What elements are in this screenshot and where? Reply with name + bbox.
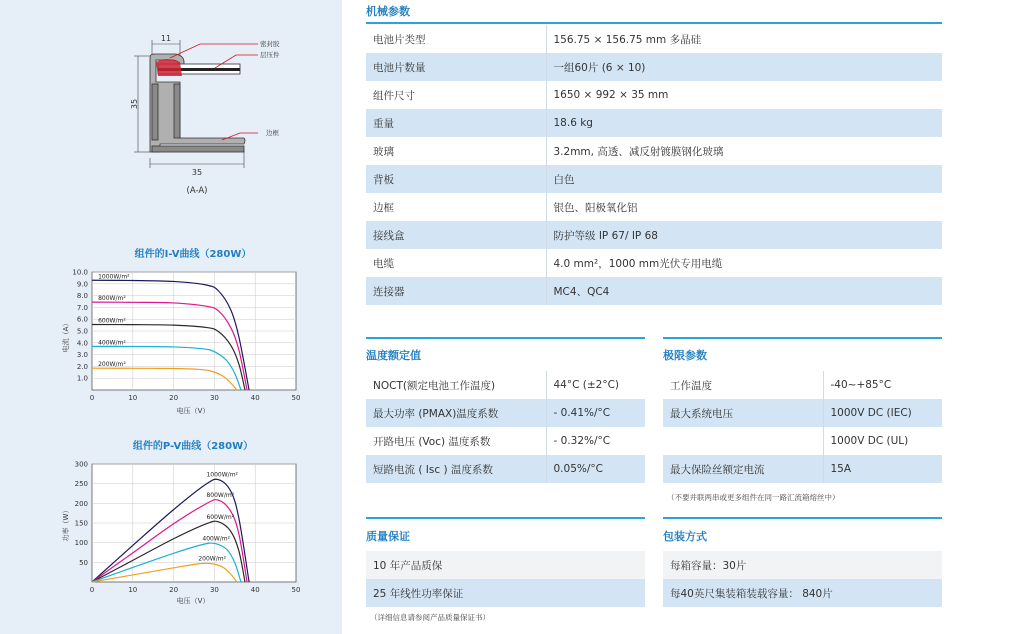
quality-table bbox=[366, 551, 645, 607]
table-row bbox=[366, 249, 942, 277]
iv-curve-label: 600W/m² bbox=[98, 317, 126, 325]
row-label: 重量 bbox=[366, 109, 546, 137]
row-value: 15A bbox=[823, 455, 942, 483]
pv-curve-chart bbox=[0, 436, 342, 612]
dim-top-label: 11 bbox=[160, 34, 172, 43]
pv-curve-label: 1000W/m² bbox=[206, 471, 238, 479]
iv-x-tick-label: 10 bbox=[128, 394, 138, 402]
pv-curve-label: 400W/m² bbox=[202, 535, 231, 543]
row-label: 边框 bbox=[366, 193, 546, 221]
iv-y-tick-label: 7.0 bbox=[76, 303, 88, 312]
limits-rule bbox=[663, 337, 942, 339]
table-row bbox=[366, 25, 942, 53]
row-value: 防护等级 IP 67/ IP 68 bbox=[546, 221, 942, 249]
pv-x-tick-label: 50 bbox=[291, 586, 301, 594]
iv-x-tick-label: 20 bbox=[169, 394, 179, 402]
row-value: 18.6 kg bbox=[546, 109, 942, 137]
row-value: -40~+85°C bbox=[823, 371, 942, 399]
limits-table bbox=[663, 371, 942, 483]
pv-chart-title: 组件的P-V曲线（280W） bbox=[132, 441, 254, 452]
iv-curve-chart bbox=[0, 244, 342, 420]
row-label: 工作温度 bbox=[663, 371, 823, 399]
table-row bbox=[366, 371, 645, 399]
row-value: 每箱容量：30片 bbox=[663, 551, 942, 579]
packing-table bbox=[663, 551, 942, 607]
row-label: 短路电流 ( Isc ) 温度系数 bbox=[366, 455, 546, 483]
table-row bbox=[663, 455, 942, 483]
callout-frame: 边框 bbox=[266, 129, 279, 137]
row-value: 1000V DC (UL) bbox=[823, 427, 942, 455]
pv-curve-label: 600W/m² bbox=[206, 513, 235, 521]
iv-x-tick-label: 0 bbox=[89, 394, 95, 402]
row-value: 25 年线性功率保证 bbox=[366, 579, 645, 607]
mechanical-title: 机械参数 bbox=[366, 5, 410, 18]
row-value: 44°C (±2°C) bbox=[546, 371, 645, 399]
pv-y-tick-label: 200 bbox=[74, 499, 88, 508]
pv-x-tick-label: 10 bbox=[128, 586, 138, 594]
iv-y-tick-label: 6.0 bbox=[76, 315, 88, 324]
row-label: 电缆 bbox=[366, 249, 546, 277]
iv-curve-label: 800W/m² bbox=[98, 295, 126, 303]
row-label: 玻璃 bbox=[366, 137, 546, 165]
iv-y-tick-label: 4.0 bbox=[76, 339, 88, 348]
pv-y-tick-label: 150 bbox=[74, 519, 88, 528]
row-value: 3.2mm, 高透、减反射镀膜钢化玻璃 bbox=[546, 137, 942, 165]
sealant bbox=[156, 59, 182, 76]
quality-title: 质量保证 bbox=[366, 530, 410, 543]
table-row bbox=[366, 165, 942, 193]
iv-curve-label: 1000W/m² bbox=[98, 273, 130, 281]
temperature-table bbox=[366, 371, 645, 483]
pv-y-tick-label: 250 bbox=[74, 480, 88, 489]
table-row bbox=[366, 579, 645, 607]
table-row bbox=[366, 427, 645, 455]
iv-y-tick-label: 3.0 bbox=[76, 351, 88, 360]
row-value: 10 年产品质保 bbox=[366, 551, 645, 579]
iv-chart-ylabel: 电流（A） bbox=[62, 319, 70, 353]
mechanical-table bbox=[366, 25, 942, 305]
dim-bottom-label: 35 bbox=[191, 168, 203, 177]
iv-y-tick-label: 10.0 bbox=[72, 268, 88, 277]
row-value: 一组60片 (6 × 10) bbox=[546, 53, 942, 81]
frame-cross-section-drawing bbox=[0, 0, 342, 210]
table-row bbox=[366, 455, 645, 483]
iv-x-tick-label: 40 bbox=[250, 394, 260, 402]
table-row bbox=[663, 551, 942, 579]
row-value: 白色 bbox=[546, 165, 942, 193]
row-value: 0.05%/°C bbox=[546, 455, 645, 483]
iv-curve-label: 200W/m² bbox=[98, 361, 126, 369]
table-row bbox=[366, 109, 942, 137]
temperature-rule bbox=[366, 337, 645, 339]
table-row bbox=[366, 53, 942, 81]
iv-chart-title: 组件的I-V曲线（280W） bbox=[134, 249, 252, 260]
temperature-title: 温度额定值 bbox=[366, 349, 421, 362]
table-row bbox=[366, 193, 942, 221]
limits-title: 极限参数 bbox=[663, 349, 707, 362]
pv-x-tick-label: 0 bbox=[89, 586, 95, 594]
callout-laminate: 层压件 bbox=[260, 51, 280, 59]
iv-y-tick-label: 2.0 bbox=[76, 362, 88, 371]
row-value: 156.75 × 156.75 mm 多晶硅 bbox=[546, 25, 942, 53]
row-label: 最大功率 (PMAX)温度系数 bbox=[366, 399, 546, 427]
iv-y-tick-label: 1.0 bbox=[76, 374, 88, 383]
table-row bbox=[366, 399, 645, 427]
row-label: 开路电压 (Voc) 温度系数 bbox=[366, 427, 546, 455]
row-label: 电池片类型 bbox=[366, 25, 546, 53]
packing-rule bbox=[663, 517, 942, 519]
row-value: MC4、QC4 bbox=[546, 277, 942, 305]
table-row bbox=[366, 551, 645, 579]
pv-y-tick-label: 100 bbox=[74, 539, 88, 548]
iv-y-tick-label: 9.0 bbox=[76, 280, 88, 289]
table-row bbox=[366, 81, 942, 109]
callout-sealant: 密封胶 bbox=[260, 40, 280, 48]
row-value: 每40英尺集装箱装载容量： 840片 bbox=[663, 579, 942, 607]
row-label: 电池片数量 bbox=[366, 53, 546, 81]
row-value: 1650 × 992 × 35 mm bbox=[546, 81, 942, 109]
table-row bbox=[663, 371, 942, 399]
right-panel bbox=[342, 0, 1015, 634]
row-value: - 0.32%/°C bbox=[546, 427, 645, 455]
pv-x-tick-label: 30 bbox=[209, 586, 219, 594]
table-row bbox=[663, 399, 942, 427]
mechanical-rule bbox=[366, 22, 942, 24]
table-row bbox=[366, 221, 942, 249]
table-row bbox=[366, 277, 942, 305]
quality-rule bbox=[366, 517, 645, 519]
iv-x-tick-label: 30 bbox=[209, 394, 219, 402]
quality-note: （详细信息请参阅产品质量保证书） bbox=[370, 613, 490, 622]
iv-curve-label: 400W/m² bbox=[98, 339, 126, 347]
pv-chart-xlabel: 电压（V） bbox=[176, 597, 210, 605]
row-value: 银色、阳极氧化铝 bbox=[546, 193, 942, 221]
pv-y-tick-label: 50 bbox=[79, 558, 88, 567]
pv-chart-ylabel: 功率（W） bbox=[62, 506, 70, 542]
iv-y-tick-label: 8.0 bbox=[76, 292, 88, 301]
packing-title: 包装方式 bbox=[663, 530, 707, 543]
row-value: - 0.41%/°C bbox=[546, 399, 645, 427]
pv-x-tick-label: 20 bbox=[169, 586, 179, 594]
table-row bbox=[663, 579, 942, 607]
row-label: 最大系统电压 bbox=[663, 399, 823, 427]
row-label: NOCT(额定电池工作温度) bbox=[366, 371, 546, 399]
section-label: (A-A) bbox=[186, 186, 208, 196]
row-label: 接线盒 bbox=[366, 221, 546, 249]
table-row bbox=[663, 427, 942, 455]
pv-x-tick-label: 40 bbox=[250, 586, 260, 594]
iv-y-tick-label: 5.0 bbox=[76, 327, 88, 336]
pv-y-tick-label: 300 bbox=[74, 460, 88, 469]
row-label: 组件尺寸 bbox=[366, 81, 546, 109]
table-row bbox=[366, 137, 942, 165]
row-label: 背板 bbox=[366, 165, 546, 193]
limits-note: （不要并联两串或更多组件在同一路汇流箱熔丝中） bbox=[667, 493, 840, 502]
iv-chart-xlabel: 电压（V） bbox=[176, 407, 210, 415]
pv-curve-label: 200W/m² bbox=[198, 555, 226, 563]
left-panel bbox=[0, 0, 342, 634]
row-value: 4.0 mm²，1000 mm光伏专用电缆 bbox=[546, 249, 942, 277]
row-label bbox=[663, 427, 823, 455]
row-value: 1000V DC (IEC) bbox=[823, 399, 942, 427]
pv-curve-label: 800W/m² bbox=[206, 492, 235, 500]
row-label: 连接器 bbox=[366, 277, 546, 305]
dim-side-label: 35 bbox=[130, 98, 139, 110]
row-label: 最大保险丝额定电流 bbox=[663, 455, 823, 483]
iv-x-tick-label: 50 bbox=[291, 394, 301, 402]
